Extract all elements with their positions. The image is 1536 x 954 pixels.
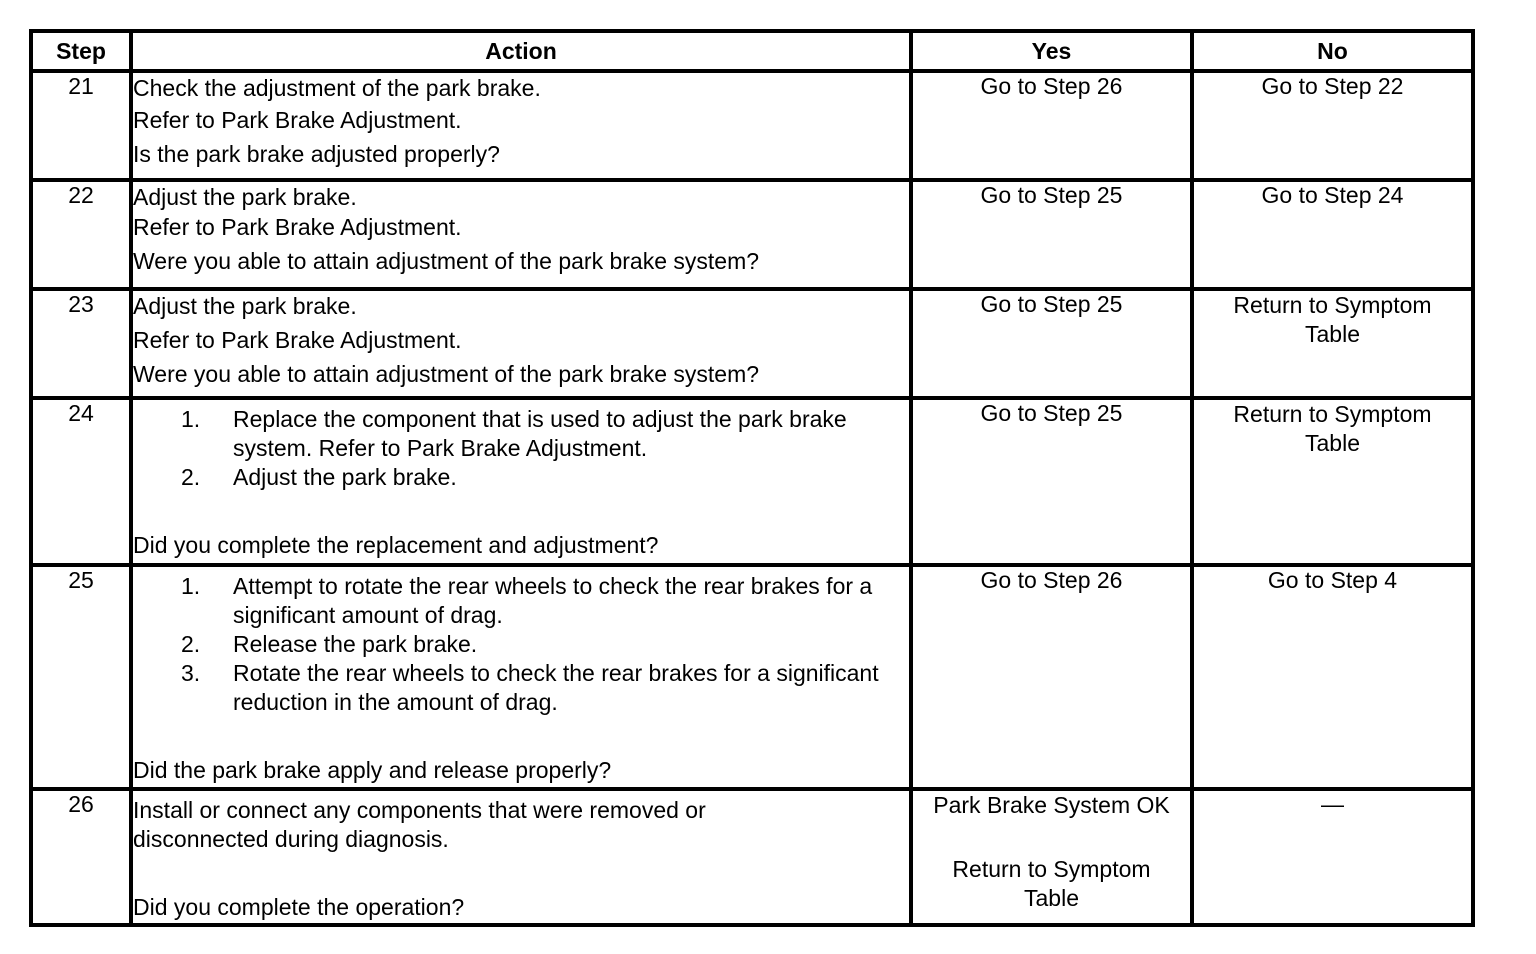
step-number: 22 (31, 180, 131, 289)
list-item-number: 1. (181, 406, 201, 432)
header-row (31, 31, 1473, 71)
no-result: Go to Step 22 (1192, 71, 1473, 180)
action-question: Is the park brake adjusted properly? (133, 141, 500, 167)
action-line: Check the adjustment of the park brake. (133, 75, 541, 101)
action-cell (131, 565, 911, 789)
action-line: Refer to Park Brake Adjustment. (133, 327, 462, 353)
list-item-text: Adjust the park brake. (233, 464, 457, 490)
step-number: 24 (31, 398, 131, 565)
list-item-number: 3. (181, 660, 201, 686)
action-line: Refer to Park Brake Adjustment. (133, 214, 462, 240)
list-item (133, 630, 909, 659)
action-line: Adjust the park brake. (133, 293, 357, 319)
no-result: Go to Step 24 (1192, 180, 1473, 289)
yes-result (911, 789, 1192, 925)
action-cell (131, 789, 911, 925)
step-number: 25 (31, 565, 131, 789)
no-result: Go to Step 4 (1192, 565, 1473, 789)
action-cell (131, 398, 911, 565)
table-row (31, 71, 1473, 180)
list-item-number: 2. (181, 631, 201, 657)
action-question: Did the park brake apply and release properly? (133, 757, 612, 783)
action-cell (131, 71, 911, 180)
yes-result: Go to Step 25 (911, 180, 1192, 289)
action-cell (131, 289, 911, 398)
action-question: Were you able to attain adjustment of the park brake system? (133, 248, 760, 274)
header-yes: Yes (911, 31, 1192, 71)
table-row (31, 398, 1473, 565)
table-row (31, 289, 1473, 398)
header-action: Action (131, 31, 911, 71)
action-question: Did you complete the replacement and adjustment? (133, 532, 659, 558)
diagnostic-table (29, 29, 1475, 927)
yes-result: Go to Step 26 (911, 71, 1192, 180)
header-no: No (1192, 31, 1473, 71)
table-row (31, 789, 1473, 925)
action-cell (131, 180, 911, 289)
list-item (133, 659, 909, 717)
header-step: Step (31, 31, 131, 71)
list-item-text: Rotate the rear wheels to check the rear brakes for a significant reduction in the amount of drag. (233, 660, 879, 715)
list-item-text: Replace the component that is used to adjust the park brake system. Refer to Park Brake Adjustment. (233, 406, 847, 461)
step-number: 26 (31, 789, 131, 925)
table-row (31, 565, 1473, 789)
list-item-text: Release the park brake. (233, 631, 478, 657)
yes-result-return: Return to Symptom Table (952, 856, 1151, 911)
yes-result: Go to Step 26 (911, 565, 1192, 789)
list-item (133, 405, 909, 463)
action-step-list (133, 405, 909, 492)
action-question: Did you complete the operation? (133, 894, 465, 920)
yes-result-ok: Park Brake System OK (933, 792, 1170, 818)
step-number: 21 (31, 71, 131, 180)
step-number: 23 (31, 289, 131, 398)
action-line: Refer to Park Brake Adjustment. (133, 107, 462, 133)
list-item-text: Attempt to rotate the rear wheels to check the rear brakes for a significant amount of drag. (233, 573, 873, 628)
yes-result-stack (913, 791, 1190, 913)
no-result: Return to Symptom Table (1192, 289, 1473, 398)
table-row (31, 180, 1473, 289)
no-result: Return to Symptom Table (1192, 398, 1473, 565)
list-item (133, 572, 909, 630)
action-step-list (133, 572, 909, 717)
list-item (133, 463, 909, 492)
yes-result: Go to Step 25 (911, 289, 1192, 398)
yes-result: Go to Step 25 (911, 398, 1192, 565)
action-question: Were you able to attain adjustment of the park brake system? (133, 361, 760, 387)
list-item-number: 2. (181, 464, 201, 490)
action-text: Install or connect any components that were removed or disconnected during diagnosis. (133, 797, 706, 852)
action-line: Adjust the park brake. (133, 184, 357, 210)
list-item-number: 1. (181, 573, 201, 599)
no-result: — (1192, 789, 1473, 925)
